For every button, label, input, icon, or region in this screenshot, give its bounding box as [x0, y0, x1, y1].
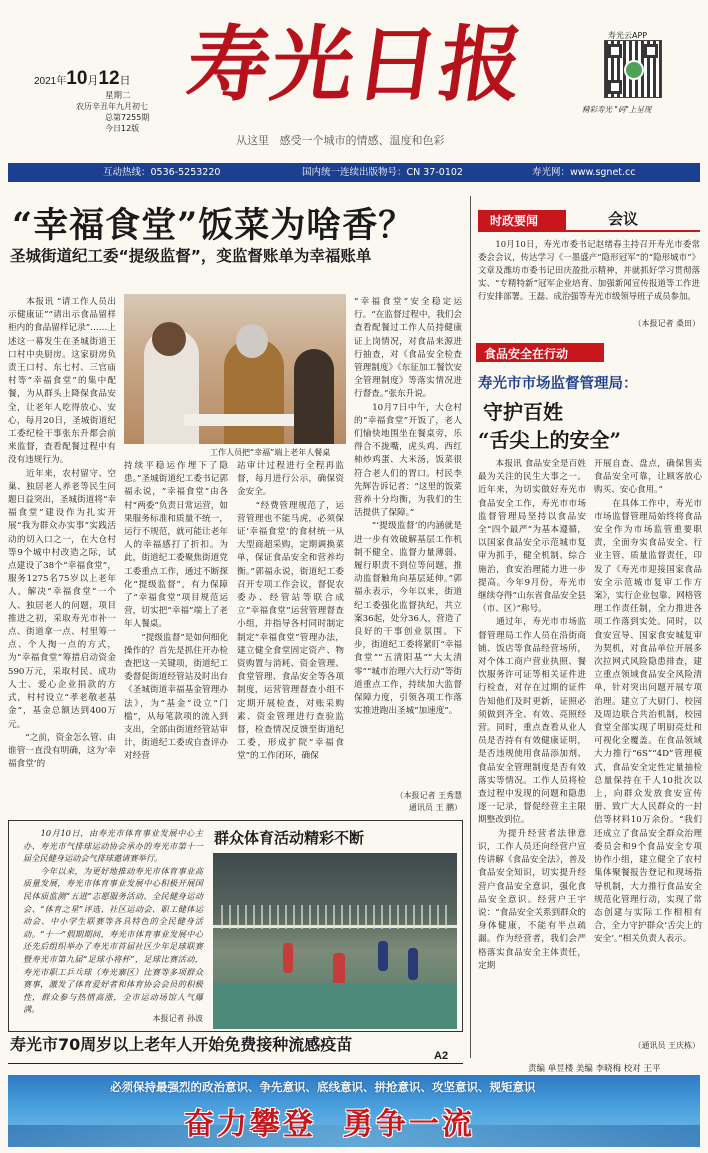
date-year: 2021年	[34, 76, 67, 87]
newspaper-logo: 寿光日报	[181, 17, 531, 113]
qr-code[interactable]	[604, 40, 662, 98]
banner-line-1: 必须保持最强烈的政治意识、争先意识、底线意识、拼抢意识、攻坚意识、规矩意识	[110, 1080, 536, 1094]
issue-total: 总第7255期	[105, 113, 150, 122]
slogan: 从这里 感受一个城市的情感、温度和色彩	[236, 134, 445, 147]
food-safety-column-2: 开展自查、盘点，确保售卖食品安全可靠，让顾客放心购买、安心食用。” 在具体工作中，寿光市市场监督管理局始终将食品安全作为市场监管重要职责，全面夯实食品安全、行业主管、质量监督责任，印发了《寿光市迎接国家食品安全示范城市复审工作方案》，实行企业包靠、网格管理工作责任制，全力推进各项工作落到实处。同时，以食安宣导、国家食安城复审为契机，对食品单位开展多次拉网式风险隐患排查，建立重点领域食品安全风险清单，针对突出问题开展专项治理。建立了大厨门、校园及周边联合共治机制，校园食堂全部实现了明厨亮灶和可视化全覆盖。在食品领域大力推行“6S”“4D”管理模式，食品安全定性定量抽检总量保持在千人10批次以上，向群众发放食安宣传册、致广大人民群众的一封信等材料10万余份。“我们还成立了食品安全群众治理委员会和9个食品安全专项协作小组，建立健全了农村集体聚餐报告登记和现场指导机制，大力推行食品安全规范化管理行动，实现了常态创建与实际工作相相有合，全力守护群众‘舌尖上的安全’。”相关负责人表示。	[594, 459, 702, 945]
slogan-banner	[8, 1075, 700, 1147]
lead-headline: “幸福食堂”饭菜为啥香？	[12, 205, 415, 246]
page-count: 今日12版	[105, 124, 140, 133]
website-link[interactable]: 寿光网：www.sgnet.cc	[532, 167, 636, 178]
politics-tag-label: 时政要闻	[490, 214, 539, 228]
politics-credit: （本报记者 桑田）	[633, 319, 700, 328]
sports-headline: 群众体育活动精彩不断	[214, 829, 365, 847]
food-safety-credit: （通讯员 王庆栋）	[633, 1041, 700, 1050]
sports-photo	[213, 853, 457, 1029]
lead-credit: （本报记者 王秀慧 通讯员 王 鹏）	[395, 791, 462, 812]
food-safety-headline-2: “舌尖上的安全”	[478, 428, 622, 452]
info-bar	[8, 163, 700, 182]
politics-tag	[478, 210, 566, 230]
food-safety-section	[476, 343, 604, 362]
sports-credit: 本报记者 孙波	[152, 1014, 203, 1023]
food-safety-section-label: 食品安全在行动	[484, 347, 569, 361]
food-safety-headline-1: 守护百姓	[483, 400, 563, 424]
app-label: 寿光云APP	[608, 31, 648, 40]
hotline: 互动热线：0536-5253220	[103, 167, 221, 178]
sports-body: 10月10日，由寿光市体育事业发展中心主办、寿光市气排球运动协会承办的寿光市第十一届全民健身运动会气排球邀请赛举行。 今年以来，为更好地推动寿光市体育事业高质量发展，寿光市体育事业发展中心积极开展国民体质监测“五进”志愿服务活动、全民健身运动会、“体育之星”评选、社区运动会、职工健体运动会、中小学生联赛等各具特色的全民健身活动。“十一”假期期间，寿光市体育事业发展中心还先后组织举办了寿光市首届社区少年足球联赛暨寿光市第九届“足球小将杯”，足球比赛活动，寿光市职工乒乓球（寿光寨区）比赛等多项群众赛事，激发了体育爱好者和体育协会会员的积极性，群众参与热情高涨，全市运动场馆人气爆满。	[23, 828, 203, 1015]
politics-body: 10月10日，寿光市委书记赵绪春主持召开寿光市委常委会会议，传达学习《一墨盛产“隐形冠军”的“隐形城市”》文章及潍坊市委书记田庆盈批示精神，并就抓好学习贯彻落实、“专精特新”冠军企业培育、加强新闻宣传报道等工作进行安排部署。王磊、成治强等寿光市级领导班子成员参加。	[478, 239, 700, 301]
page-reference[interactable]: A2	[434, 1050, 449, 1062]
app-logo-icon	[624, 60, 644, 80]
lead-column-2: 持续平稳运作埋下了隐患。”圣城街道纪工委书记郭福永说，“幸福食堂”由各村“两委”负责日常运营，如果服务标准和质量不统一，运行不规范，就可能让老年人的幸福感打了折扣。为此，街道纪工委聚焦街道党工委重点工作，通过不断探化“提级监督”，有力保障了“幸福食堂”项目规范运营，切实把“幸福”端上了老年人餐桌。 “提级监督”是如何细化操作的？首先是抓住开办检查把这一关键项，街道纪工委督促街道经管站及时出台《圣城街道幸福基金管理办法》，为“基金”设立“门槛”，从每笔款项的流入到支出，全部由街道经管站审计，街道纪工委或自查评办对经营	[124, 461, 228, 762]
lead-column-1: 本报讯 “请工作人员出示健康证”“请出示食品留样柜内的食品留样记录”……上述这一幕发生在圣城街道王口村中央厨房。这家厨房负责王口村、东七村、三官庙村等“幸福食堂”的集中配餐，为从群头上降保食品安全，让老年人吃得放心、安心，每月20日，圣城街道纪工委纪检干事张东升都会前来监督，查看配餐过程中有没有违规行为。 近年来，农村留守、空巢、独居老人养老等民生问题日益突出，圣城街道将“幸福食堂”建设作为扎实开展“我为群众办实事”实践活动的切入口之一，在大仓村等9个城中村改造之际，试点建设了38个“幸福食堂”，服务1275名75岁以上老年人，解决“幸福食堂”一个人、独居老人的问题，项目推进之初，采取寿光市补一点、街道拿一点、村里筹一点、个人掏一点的方式，为“幸福食堂”筹措启动资金590万元，采取村民、成功人士、爱心企业捐款的方式，村村设立“孝老敬老基金”，基金总额达到400万元。 “之前，资金怎么管、由谁管一直没有明确，这为‘幸福食堂’的	[8, 297, 116, 770]
qr-caption: 精彩寿光 "码"上呈现	[582, 105, 652, 114]
lead-column-3: 站审计过程进行全程再监督，每月进行公示，确保资金安全。 “经费管理规范了，运营管理也不能马虎，必须保证‘幸福食堂’的食材统一从大型商超采购，定期调换菜单，保证食品安全和营养均衡。”郭福永说，街道纪工委召开专项工作会议，督促农委办、经管站等联合成立“幸福食堂”运营管理督查小组，并指导各村同时制定制定“幸福食堂”管理办法，建立健全食堂固定资产、物资购置与消耗、资金管理、食堂管理、食品安全等各项制度，运营管理督查小组不定期开展检查，对账采购素、资金管理进行查验监督，检查情况反馈至街道纪工委，形成扩院“幸福食堂”的工作闭环，确保	[237, 461, 344, 762]
weekday: 星期二	[105, 91, 131, 101]
masthead	[0, 0, 708, 162]
lunar-date: 农历辛丑年九月初七	[76, 102, 148, 111]
food-safety-column-1: 本报讯 食品安全是百姓最为关注的民生大事之一。近年来，为切实做好寿光市食品安全工作，寿光市市场监督管理局坚持以食品安全“四个最严”为基本遵循，以国家食品安全示范城市复审为抓手，健全机制、综合施治，食安治理能力进一步提高。今年9月份，寿光市继续夺得“山东省食品安全县（市、区）”称号。 通过年，寿光市市场监督管理局工作人员在沿街商铺、饭店等食品经营场所，对个体工商户营业执照、餐饮服务许可证等相关证件进行检查，对存在过期的证件告知他们及时更新，证照必须做到齐全、有效、亮照经营。同时，重点查看从业人员是否持有有效健康证明，是否违规使用食品添加剂、食品安全管理制度是否有效落实等情况。工作人员将检查过程中发现的问题和隐患逐一记录，督促经营主主限期整改到位。 为提升经营者法律意识，工作人员还向经营户宣传讲解《食品安全法》，普及食品安全知识，切实提升经营户食品安全意识，强化食品安全意识。经营户王宇说：“食品安全关系到群众的身体健康，不能有半点疏漏。作为经营者，我们会严格落实食品安全主体责任，定期	[478, 459, 586, 971]
flu-vaccine-headline: 寿光市70周岁以上老年人开始免费接种流感疫苗	[10, 1035, 353, 1054]
politics-title: 会议	[608, 210, 639, 228]
sports-box	[8, 820, 463, 1032]
date-month: 10	[66, 68, 88, 89]
lead-subhead: 圣城街道纪工委“提级监督”，变监督账单为幸福账单	[10, 247, 372, 265]
lead-column-4: “幸福食堂”安全稳定运行。“在监督过程中，我们会查看配餐过工作人员持健康证上岗情况，对食品来源进行抽查，对《食品安全检查管理制度》《东征加工餐饮安全管理制度》等落实情况进行督查。”张东升说。 10月7日中午，大仓村的“幸福食堂”开饭了，老人们愉快地围坐在餐桌旁，乐得合不拢嘴，虎头鸡、西红柿炒鸡蛋、大米汤，饭菜很符合老人们的胃口。村民李先辉告诉记者：“这里的饭菜营养十分均衡，为我们的生活提供了保障。” “‘提级监督’的内涵就是进一步有效破解基层工作机制不健全、监督力量薄弱、履行职责不到位等问题，推动监督触角向基层延伸。”郭福永表示，今年以来，街道纪工委强化监督执纪，共立案36起，处分36人，营造了良好的干事创业氛围。下步，街道纪工委将紧盯“幸福食堂”“五清阳基”“大太清零”“城市治理六大行动”等街道重点工作，持续加大监督保障力度，引领各项工作落实推进跑出圣城“加速度”。	[354, 297, 462, 717]
food-safety-kicker: 寿光市市场监督管理局：	[478, 376, 638, 392]
lead-photo-caption: 工作人员把“幸福”端上老年人餐桌	[210, 448, 331, 457]
editor-credits: 责编 单昱楼 美编 李晓梅 校对 王平	[528, 1064, 661, 1074]
banner-line-2: 奋力攀登 勇争一流	[184, 1107, 475, 1142]
date-day: 12	[98, 68, 120, 89]
lead-photo	[124, 294, 346, 444]
publication-number: 国内统一连续出版物号：CN 37-0102	[302, 167, 463, 178]
date-block: 2021年10月12日 星期二 农历辛丑年九月初七 总第7255期 今日12版	[34, 68, 150, 133]
